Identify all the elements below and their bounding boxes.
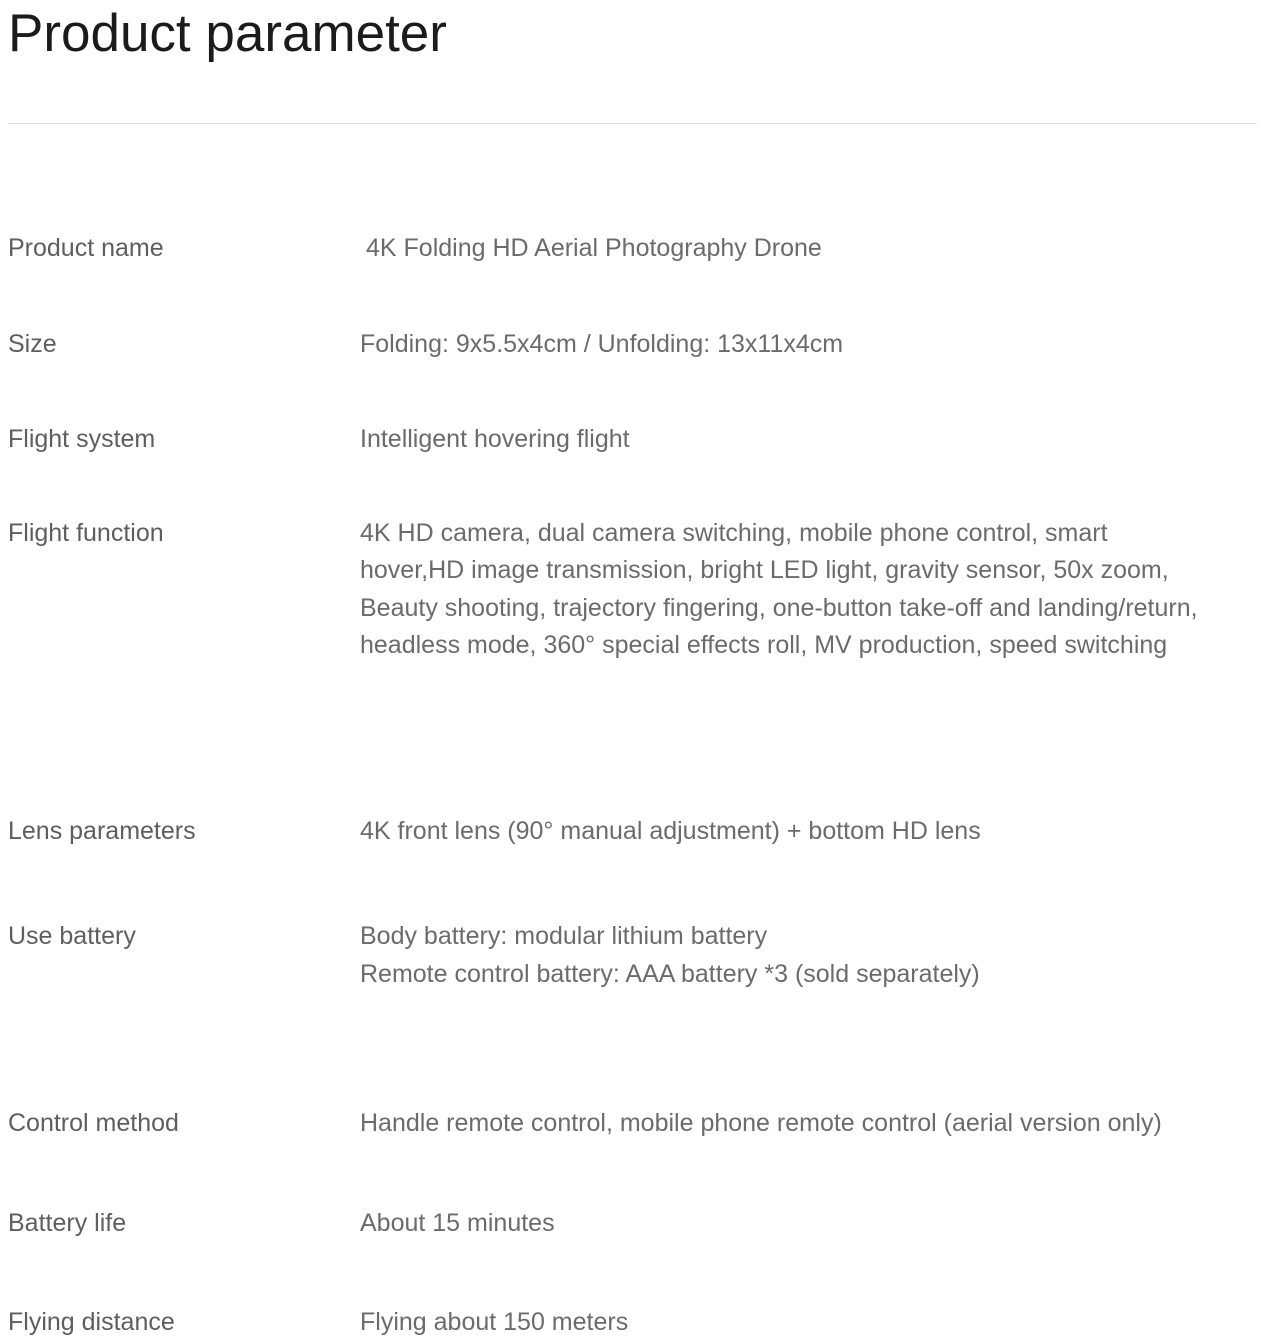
spec-value-line: About 15 minutes [360,1208,555,1237]
spec-value [360,1205,1255,1243]
spec-value-line: Remote control battery: AAA battery *3 (sold separately) [360,959,980,988]
spec-value [360,918,1255,993]
spec-value [360,421,1255,459]
spec-value-line: Folding: 9x5.5x4cm / Unfolding: 13x11x4cm [360,329,844,358]
spec-value [360,813,1255,851]
page-title: Product parameter [8,4,447,63]
spec-label: Flying distance [8,1308,175,1337]
spec-row [8,1105,1255,1143]
spec-value-line: 4K front lens (90° manual adjustment) + bottom HD lens [360,816,981,845]
spec-row [8,918,1255,993]
spec-label: Product name [8,234,164,263]
spec-value-line: Body battery: modular lithium battery [360,922,768,951]
spec-value [360,230,1255,268]
spec-label: Flight function [8,518,164,547]
spec-label: Battery life [8,1208,127,1237]
spec-row [8,230,1255,268]
spec-row [8,326,1255,364]
spec-table [0,230,1267,1342]
spec-value-line: Intelligent hovering flight [360,425,630,454]
spec-value [360,326,1255,364]
spec-label: Size [8,329,57,358]
spec-value [360,1304,1255,1342]
spec-value-line: hover,HD image transmission, bright LED light, gravity sensor, 50x zoom, [360,556,1169,585]
spec-value [360,515,1255,665]
spec-value-line: 4K Folding HD Aerial Photography Drone [366,234,822,263]
spec-row [8,421,1255,459]
spec-row [8,515,1255,665]
spec-label: Use battery [8,922,136,951]
spec-label: Lens parameters [8,816,196,845]
title-divider [8,123,1257,124]
spec-value-line: Flying about 150 meters [360,1308,629,1337]
spec-value-line: Beauty shooting, trajectory fingering, one-button take-off and landing/return, [360,593,1198,622]
spec-row [8,1205,1255,1243]
spec-row [8,1304,1255,1342]
spec-value-line: 4K HD camera, dual camera switching, mobile phone control, smart [360,518,1108,547]
spec-value-line: headless mode, 360° special effects roll, MV production, speed switching [360,631,1168,660]
spec-row [8,813,1255,851]
spec-label: Control method [8,1109,179,1138]
spec-value-line: Handle remote control, mobile phone remote control (aerial version only) [360,1109,1162,1138]
spec-value [360,1105,1255,1143]
spec-label: Flight system [8,425,156,454]
